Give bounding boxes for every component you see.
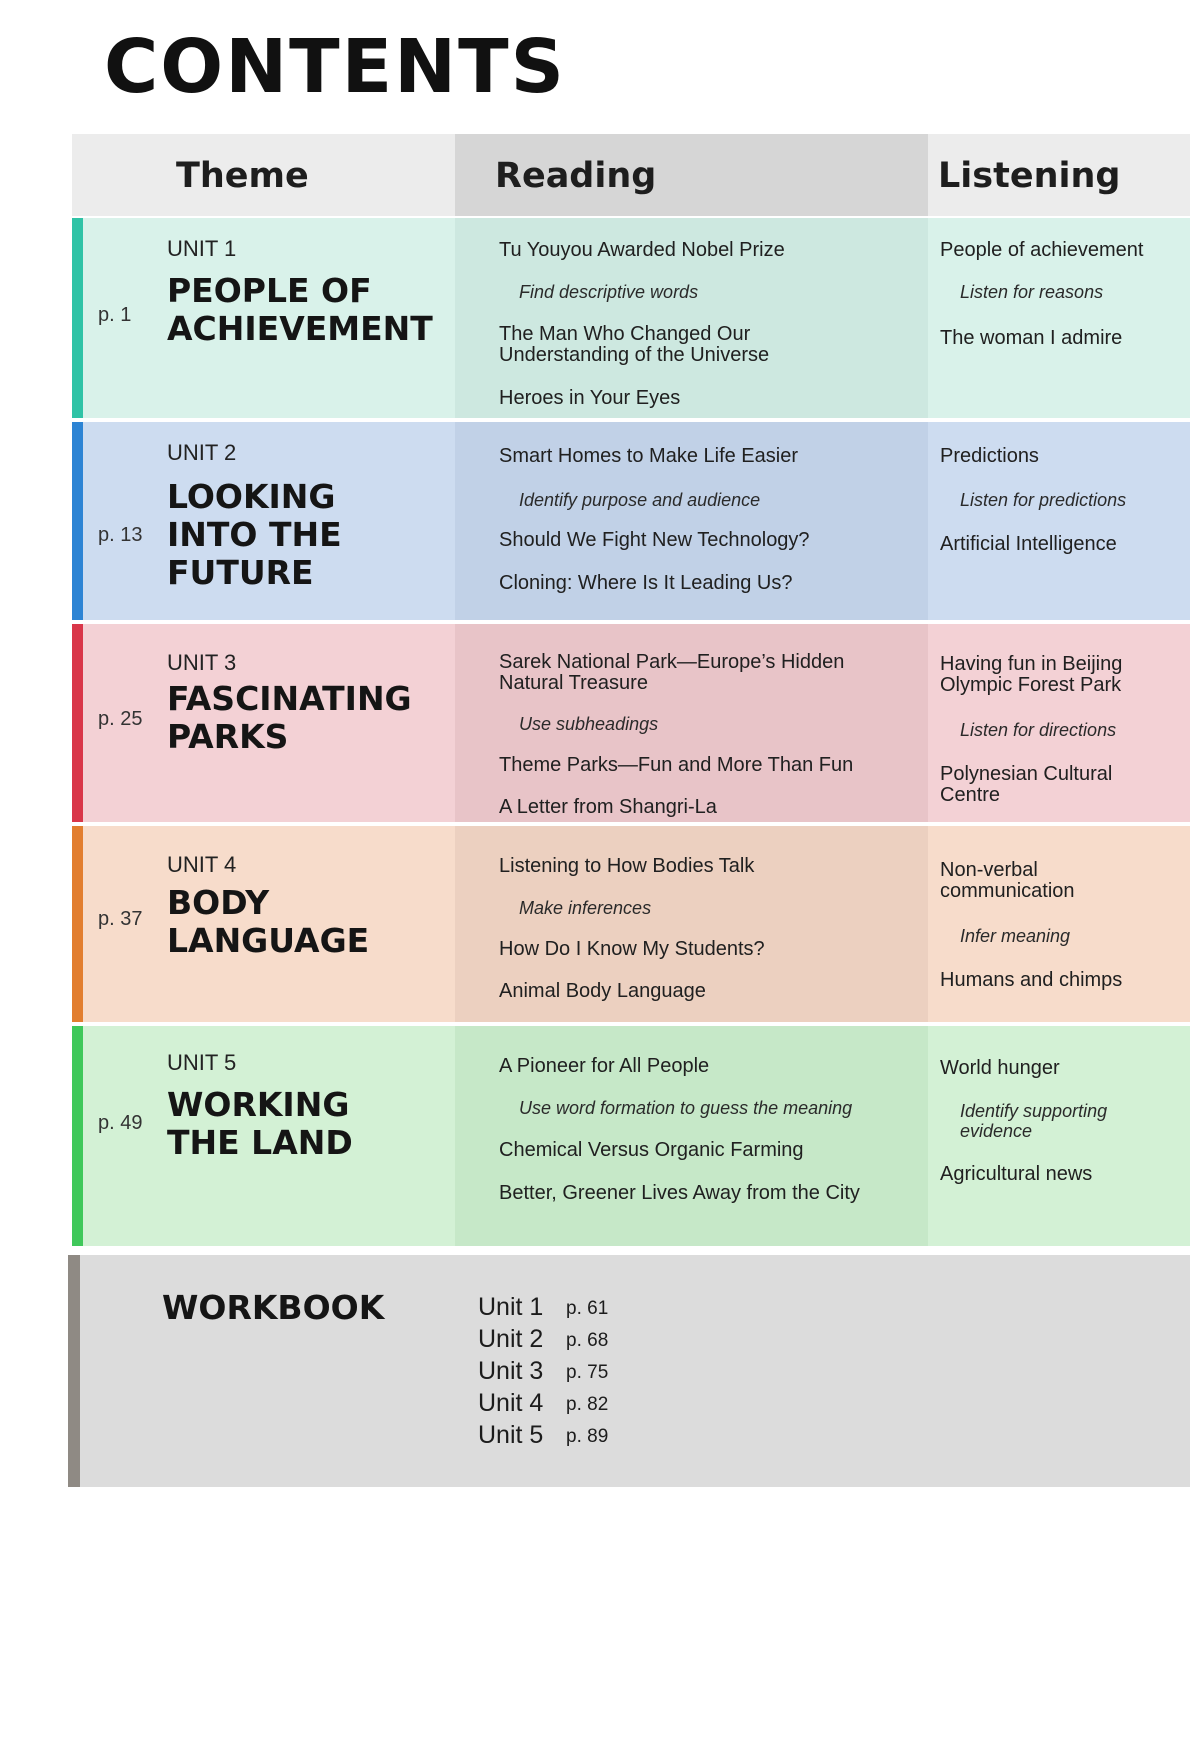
- unit-number: UNIT 4: [167, 852, 237, 877]
- reading-item: Natural Treasure: [499, 672, 648, 694]
- unit-reading-cell: [455, 218, 928, 418]
- unit-theme-cell: [72, 826, 455, 1022]
- reading-item: Better, Greener Lives Away from the City: [499, 1182, 860, 1204]
- listening-item: Humans and chimps: [940, 969, 1123, 991]
- reading-item: Cloning: Where Is It Leading Us?: [499, 572, 793, 594]
- unit-reading-cell: [455, 422, 928, 620]
- unit-row-5: [72, 1026, 1190, 1246]
- reading-item: A Pioneer for All People: [499, 1055, 710, 1077]
- unit-color-bar: [72, 624, 83, 822]
- listening-item: communication: [940, 880, 1075, 902]
- unit-row-2: [72, 422, 1190, 620]
- unit-reading-cell: [455, 826, 928, 1022]
- listening-item: Agricultural news: [940, 1163, 1093, 1185]
- unit-color-bar: [72, 218, 83, 418]
- unit-number: UNIT 3: [167, 650, 237, 675]
- workbook-unit: Unit 4: [478, 1389, 544, 1417]
- reading-item: Chemical Versus Organic Farming: [499, 1139, 804, 1161]
- reading-item: A Letter from Shangri-La: [499, 796, 717, 818]
- unit-color-bar: [72, 422, 83, 620]
- workbook-page: p. 89: [566, 1426, 609, 1447]
- unit-row-1: [72, 218, 1190, 418]
- reading-item: Understanding of the Universe: [499, 344, 770, 366]
- reading-item: The Man Who Changed Our: [499, 323, 751, 345]
- unit-reading-cell: [455, 624, 928, 822]
- workbook-page: p. 61: [566, 1298, 609, 1319]
- unit-number: UNIT 2: [167, 440, 237, 465]
- listening-item: Non-verbal: [940, 859, 1038, 881]
- workbook-unit: Unit 1: [478, 1293, 544, 1321]
- header-reading: Reading: [455, 134, 928, 216]
- listening-item: Polynesian Cultural: [940, 763, 1113, 785]
- page-title: CONTENTS: [104, 24, 566, 110]
- reading-skill: Use word formation to guess the meaning: [519, 1098, 853, 1118]
- workbook-unit: Unit 2: [478, 1325, 544, 1353]
- listening-item: Artificial Intelligence: [940, 533, 1117, 555]
- reading-item: Listening to How Bodies Talk: [499, 855, 755, 877]
- unit-name: BODY LANGUAGE: [167, 883, 370, 960]
- reading-item: Heroes in Your Eyes: [499, 387, 681, 409]
- unit-name: WORKING THE LAND: [167, 1085, 353, 1162]
- listening-item: Having fun in Beijing: [940, 653, 1123, 675]
- unit-color-bar: [72, 826, 83, 1022]
- unit-row-4: [72, 826, 1190, 1022]
- unit-name: LOOKING INTO THE FUTURE: [167, 477, 342, 592]
- unit-number: UNIT 5: [167, 1050, 237, 1075]
- workbook-page: p. 82: [566, 1394, 609, 1415]
- listening-skill: Listen for directions: [960, 720, 1117, 740]
- reading-skill: Make inferences: [519, 898, 652, 918]
- unit-name: FASCINATING PARKS: [167, 679, 412, 756]
- workbook-page: p. 68: [566, 1330, 609, 1351]
- workbook-color-bar: [68, 1255, 80, 1487]
- listening-skill: Identify supporting: [960, 1101, 1108, 1121]
- unit-theme-cell: [72, 1026, 455, 1246]
- reading-skill: Use subheadings: [519, 714, 659, 734]
- reading-skill: Find descriptive words: [519, 282, 699, 302]
- unit-color-bar: [72, 1026, 83, 1246]
- unit-theme-cell: [72, 218, 455, 418]
- listening-item: World hunger: [940, 1057, 1060, 1079]
- unit-theme-cell: [72, 422, 455, 620]
- reading-item: Should We Fight New Technology?: [499, 529, 810, 551]
- workbook-title: WORKBOOK: [162, 1288, 385, 1327]
- unit-listening-cell: [928, 1026, 1190, 1246]
- listening-skill: Listen for predictions: [960, 490, 1127, 510]
- reading-skill: Identify purpose and audience: [519, 490, 761, 510]
- unit-listening-cell: [928, 624, 1190, 822]
- unit-listening-cell: [928, 218, 1190, 418]
- unit-page-ref: p. 1: [98, 304, 132, 326]
- reading-item: How Do I Know My Students?: [499, 938, 765, 960]
- unit-listening-cell: [928, 826, 1190, 1022]
- unit-listening-cell: [928, 422, 1190, 620]
- unit-page-ref: p. 37: [98, 908, 143, 930]
- unit-reading-cell: [455, 1026, 928, 1246]
- unit-name: PEOPLE OF ACHIEVEMENT: [167, 271, 433, 348]
- listening-item: Centre: [940, 784, 1001, 806]
- listening-item: The woman I admire: [940, 327, 1123, 349]
- listening-item: Predictions: [940, 445, 1039, 467]
- reading-item: Sarek National Park—Europe’s Hidden: [499, 651, 845, 673]
- listening-skill: evidence: [960, 1121, 1033, 1141]
- listening-item: Olympic Forest Park: [940, 674, 1122, 696]
- table-header: [72, 134, 1190, 216]
- unit-number: UNIT 1: [167, 236, 237, 261]
- reading-item: Theme Parks—Fun and More Than Fun: [499, 754, 854, 776]
- unit-page-ref: p. 49: [98, 1112, 143, 1134]
- unit-row-3: [72, 624, 1190, 822]
- listening-skill: Infer meaning: [960, 926, 1071, 946]
- workbook-page: p. 75: [566, 1362, 609, 1383]
- unit-page-ref: p. 25: [98, 708, 143, 730]
- reading-item: Animal Body Language: [499, 980, 706, 1002]
- reading-item: Smart Homes to Make Life Easier: [499, 445, 798, 467]
- listening-skill: Listen for reasons: [960, 282, 1104, 302]
- unit-page-ref: p. 13: [98, 524, 143, 546]
- workbook-unit: Unit 3: [478, 1357, 544, 1385]
- reading-item: Tu Youyou Awarded Nobel Prize: [499, 239, 785, 261]
- workbook-section: [68, 1255, 1190, 1487]
- workbook-unit: Unit 5: [478, 1421, 544, 1449]
- header-listening: Listening: [928, 134, 1190, 216]
- header-theme: Theme: [72, 134, 455, 216]
- listening-item: People of achievement: [940, 239, 1144, 261]
- unit-theme-cell: [72, 624, 455, 822]
